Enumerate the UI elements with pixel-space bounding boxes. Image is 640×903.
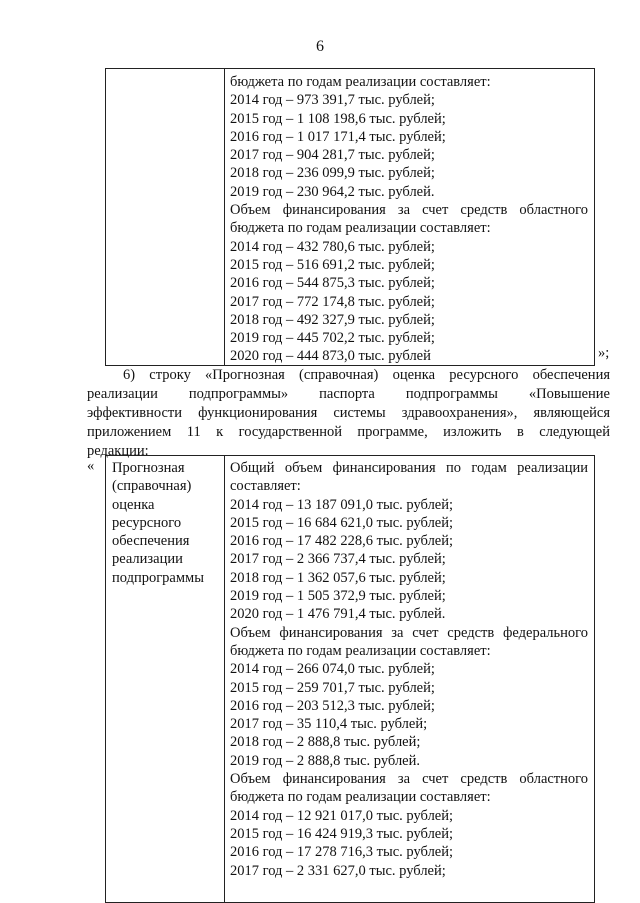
text-line: 2018 год – 236 099,9 тыс. рублей; xyxy=(230,165,435,182)
text-line: реализации xyxy=(112,551,183,568)
paragraph-line: эффективности функционирования системы здравоохранения», являющейся xyxy=(87,405,610,421)
text-line: обеспечения xyxy=(112,533,190,550)
paragraph-line: реализации подпрограммы» паспорта подпрограммы «Повышение xyxy=(87,386,610,402)
text-line: 2016 год – 17 278 716,3 тыс. рублей; xyxy=(230,844,454,861)
text-line: 2017 год – 904 281,7 тыс. рублей; xyxy=(230,147,435,164)
text-line: 2019 год – 1 505 372,9 тыс. рублей; xyxy=(230,588,446,605)
table-bottom-opening-mark: « xyxy=(87,458,95,474)
text-line: 2015 год – 16 424 919,3 тыс. рублей; xyxy=(230,825,454,842)
text-line: Объем финансирования за счет средств федерального xyxy=(230,624,588,641)
text-line: 2020 год – 444 873,0 тыс. рублей xyxy=(230,348,431,365)
text-line: 2017 год – 2 331 627,0 тыс. рублей; xyxy=(230,862,446,879)
table-bottom-left-cell xyxy=(112,459,222,587)
page-number: 6 xyxy=(316,38,324,55)
text-line: 2015 год – 516 691,2 тыс. рублей; xyxy=(230,256,435,273)
text-line: Общий объем финансирования по годам реализации xyxy=(230,460,588,476)
text-line: 2019 год – 2 888,8 тыс. рублей. xyxy=(230,752,421,769)
text-line: 2014 год – 266 074,0 тыс. рублей; xyxy=(230,661,435,678)
table-bottom-divider xyxy=(224,456,225,902)
text-line: 2017 год – 35 110,4 тыс. рублей; xyxy=(230,716,428,733)
text-line: 2018 год – 1 362 057,6 тыс. рублей; xyxy=(230,569,446,586)
text-line: 2014 год – 973 391,7 тыс. рублей; xyxy=(230,92,435,109)
text-line: 2014 год – 13 187 091,0 тыс. рублей; xyxy=(230,496,454,513)
table-top-right-cell xyxy=(230,73,588,366)
text-line: бюджета по годам реализации составляет: xyxy=(230,220,491,237)
amendment-paragraph xyxy=(87,366,610,461)
text-line: 2017 год – 772 174,8 тыс. рублей; xyxy=(230,293,435,310)
text-line: 2015 год – 16 684 621,0 тыс. рублей; xyxy=(230,514,454,531)
text-line: составляет: xyxy=(230,478,301,495)
text-line: 2015 год – 1 108 198,6 тыс. рублей; xyxy=(230,110,446,127)
paragraph-line: 6) строку «Прогнозная (справочная) оценка ресурсного обеспечения xyxy=(123,367,610,383)
text-line: (справочная) xyxy=(112,478,192,495)
text-line: 2018 год – 2 888,8 тыс. рублей; xyxy=(230,734,421,751)
text-line: 2016 год – 203 512,3 тыс. рублей; xyxy=(230,697,435,714)
text-line: 2014 год – 432 780,6 тыс. рублей; xyxy=(230,238,435,255)
paragraph-line: редакции: xyxy=(87,443,149,459)
text-line: подпрограммы xyxy=(112,569,204,586)
text-line: 2016 год – 544 875,3 тыс. рублей; xyxy=(230,275,435,292)
text-line: Прогнозная xyxy=(112,460,185,476)
table-bottom-right-cell xyxy=(230,459,588,880)
text-line: Объем финансирования за счет средств областного xyxy=(230,771,588,788)
text-line: бюджета по годам реализации составляет: xyxy=(230,74,491,90)
text-line: 2019 год – 230 964,2 тыс. рублей. xyxy=(230,183,435,200)
paragraph-line: приложением 11 к государственной программе, изложить в следующей xyxy=(87,424,610,440)
text-line: ресурсного xyxy=(112,514,182,531)
table-top-divider xyxy=(224,69,225,365)
text-line: оценка xyxy=(112,496,155,513)
text-line: 2014 год – 12 921 017,0 тыс. рублей; xyxy=(230,807,454,824)
text-line: 2017 год – 2 366 737,4 тыс. рублей; xyxy=(230,551,446,568)
text-line: Объем финансирования за счет средств областного xyxy=(230,202,588,219)
text-line: 2015 год – 259 701,7 тыс. рублей; xyxy=(230,679,435,696)
table-top-closing-mark: »; xyxy=(598,345,610,361)
text-line: 2018 год – 492 327,9 тыс. рублей; xyxy=(230,311,435,328)
text-line: 2016 год – 17 482 228,6 тыс. рублей; xyxy=(230,533,454,550)
text-line: бюджета по годам реализации составляет: xyxy=(230,789,491,806)
text-line: 2016 год – 1 017 171,4 тыс. рублей; xyxy=(230,128,446,145)
text-line: 2020 год – 1 476 791,4 тыс. рублей. xyxy=(230,606,446,623)
text-line: 2019 год – 445 702,2 тыс. рублей; xyxy=(230,330,435,347)
text-line: бюджета по годам реализации составляет: xyxy=(230,642,491,659)
